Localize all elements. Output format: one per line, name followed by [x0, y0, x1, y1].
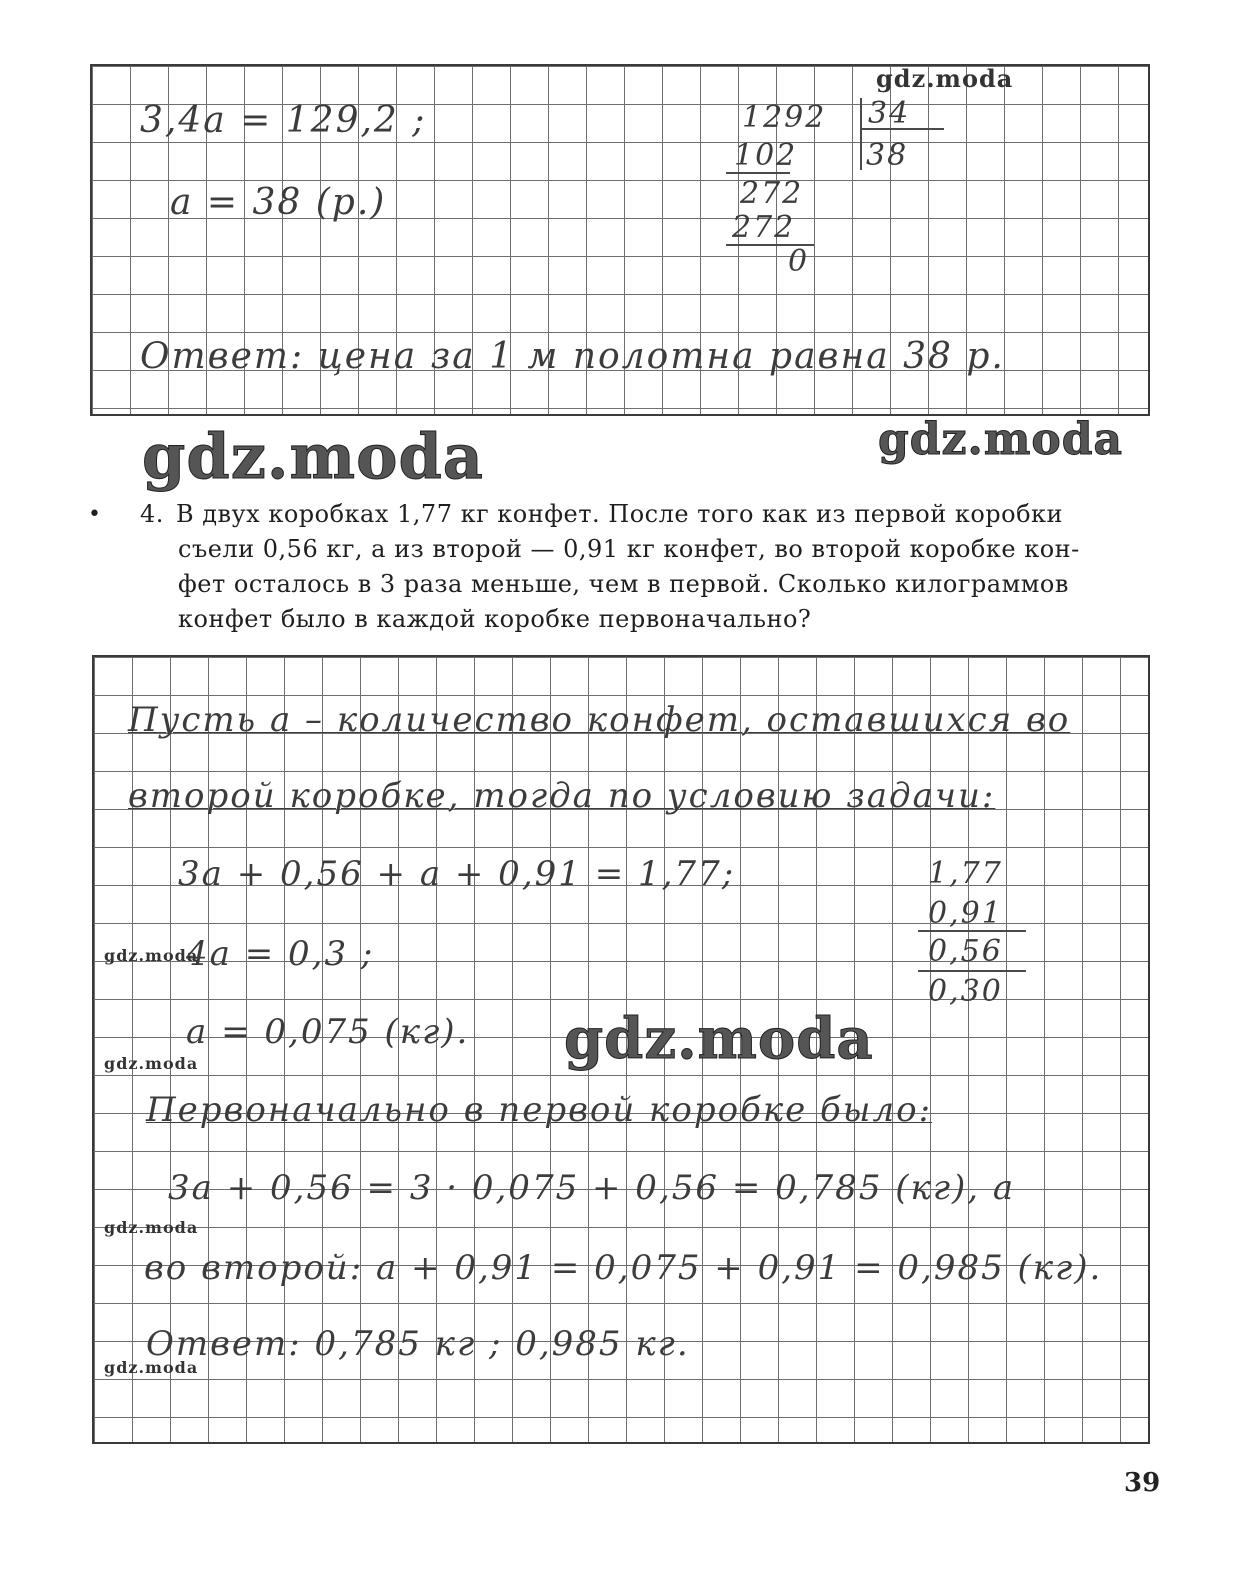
- column-number-2: 0,91: [928, 896, 1003, 931]
- watermark-margin-2: gdz.moda: [104, 1054, 199, 1073]
- solution-equation-3: a = 0,075 (кг).: [186, 1012, 470, 1052]
- task-line-1-text: В двух коробках 1,77 кг конфет. После того как из первой коробки: [176, 500, 1064, 528]
- top-equation-2: a = 38 (р.): [170, 182, 387, 223]
- task-line-1: [110, 497, 1155, 532]
- division-bracket: [860, 98, 862, 170]
- column-line-1: [918, 930, 1026, 932]
- task-line-2: съели 0,56 кг, а из второй — 0,91 кг конфет, во второй коробке кон-: [178, 535, 1080, 563]
- solution-line-2: второй коробке, тогда по условию задачи:: [128, 776, 996, 816]
- solution-equation-1: 3a + 0,56 + a + 0,91 = 1,77;: [178, 854, 736, 894]
- solution-answer: Ответ: 0,785 кг ; 0,985 кг.: [146, 1324, 690, 1364]
- top-answer: Ответ: цена за 1 м полотна равна 38 р.: [140, 336, 1005, 377]
- division-divisor: 34: [868, 96, 911, 131]
- task-line-4: конфет было в каждой коробке первоначально?: [178, 605, 812, 633]
- watermark-margin-1: gdz.moda: [104, 946, 199, 965]
- division-remainder: 0: [788, 244, 810, 279]
- task-number: 4.: [140, 500, 164, 528]
- division-quotient: 38: [866, 138, 909, 173]
- division-divisor-line: [862, 128, 944, 130]
- watermark-large-right: gdz.moda: [878, 414, 1124, 465]
- watermark-large-left: gdz.moda: [142, 420, 484, 493]
- task-4: [88, 497, 1155, 637]
- column-number-3: 0,56: [928, 934, 1003, 969]
- watermark-margin-4: gdz.moda: [104, 1358, 199, 1377]
- solution-equation-4: 3a + 0,56 = 3 · 0,075 + 0,56 = 0,785 (кг), а: [168, 1168, 1016, 1208]
- solution-line-3: Первоначально в первой коробке было:: [146, 1090, 933, 1130]
- division-step-2: 272: [740, 176, 804, 211]
- top-equation-1: 3,4a = 129,2 ;: [140, 100, 427, 141]
- column-number-1: 1,77: [928, 856, 1003, 891]
- solution-line-1: Пусть a – количество конфет, оставшихся во: [128, 700, 1071, 740]
- division-step-3: 272: [732, 210, 796, 245]
- division-dividend: 1292: [742, 100, 827, 135]
- task-line-3: фет осталось в 3 раза меньше, чем в первой. Сколько килограммов: [178, 570, 1069, 598]
- task-bullet: •: [88, 502, 102, 527]
- watermark-center: gdz.moda: [564, 1006, 874, 1072]
- division-line-1: [726, 172, 790, 174]
- solution-equation-2: 4a = 0,3 ;: [186, 934, 375, 974]
- column-number-4: 0,30: [928, 974, 1003, 1009]
- column-line-2: [918, 970, 1026, 972]
- watermark-top-right: gdz.moda: [876, 64, 1014, 93]
- watermark-margin-3: gdz.moda: [104, 1218, 199, 1237]
- solution-equation-5: во второй: a + 0,91 = 0,075 + 0,91 = 0,985 (кг).: [144, 1248, 1103, 1288]
- division-step-1: 102: [734, 138, 798, 173]
- page-number: 39: [1124, 1468, 1161, 1498]
